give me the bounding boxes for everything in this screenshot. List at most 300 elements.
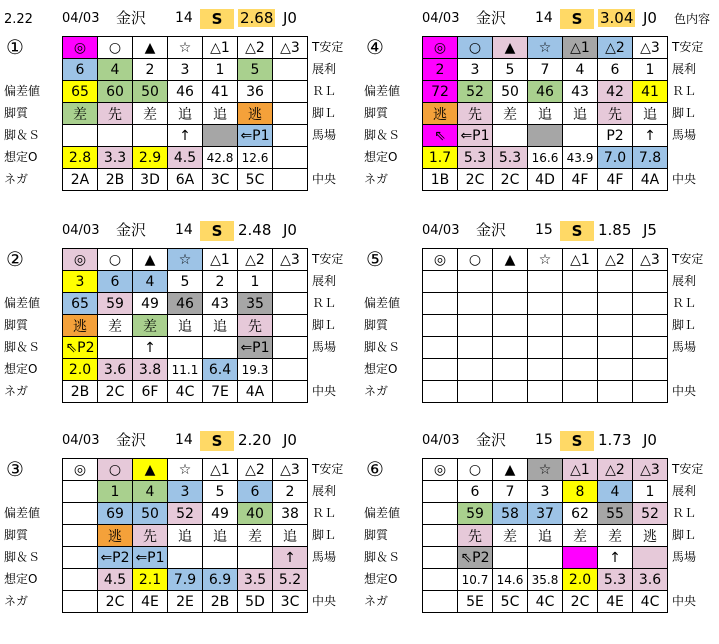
grid-cell: 3	[168, 59, 203, 81]
panel-count: 14	[535, 10, 553, 26]
grid-cell: 2C	[493, 169, 528, 191]
row-label-left: 脚質	[364, 106, 389, 120]
grid-cell: 2.0	[63, 359, 98, 381]
grid-cell: 2	[133, 59, 168, 81]
grid-cell: 6	[238, 481, 273, 503]
grid-cell: 50	[133, 503, 168, 525]
grid-cell: 50	[133, 81, 168, 103]
grid-cell: 先	[238, 315, 273, 337]
grid-cell: 2.8	[63, 147, 98, 169]
grid-cell: 3D	[133, 169, 168, 191]
grid-cell: 3C	[273, 591, 308, 613]
prediction-grid	[422, 458, 668, 613]
grid-cell: 35.8	[528, 569, 563, 591]
row-label-left: 想定O	[364, 362, 398, 376]
grid-cell: ☆	[168, 459, 203, 481]
grid-cell	[458, 359, 493, 381]
grid-cell	[203, 125, 238, 147]
grid-cell: ⇖P2	[63, 337, 98, 359]
grid-cell: 4E	[133, 591, 168, 613]
grid-cell: 4	[133, 271, 168, 293]
panel-count: 14	[175, 222, 193, 238]
row-label-left: 脚＆Ｓ	[364, 128, 401, 142]
grid-cell: 46	[168, 81, 203, 103]
grid-cell: 1	[633, 481, 668, 503]
grid-cell: △2	[238, 249, 273, 271]
race-number: ⑥	[366, 457, 384, 481]
grid-cell: 43	[563, 81, 598, 103]
grid-cell: △3	[273, 249, 308, 271]
row-label-right: 脚Ｌ	[312, 318, 337, 332]
row-label-right: T安定	[312, 252, 344, 266]
grid-cell: ◎	[63, 37, 98, 59]
panel-venue: 金沢	[116, 221, 147, 239]
grid-cell: 追	[563, 103, 598, 125]
grid-cell	[423, 359, 458, 381]
panel-value: 2.48	[238, 221, 272, 239]
grid-cell	[598, 271, 633, 293]
grid-cell: 72	[423, 81, 458, 103]
row-label-right: 脚Ｌ	[312, 528, 337, 542]
grid-cell: 4A	[238, 381, 273, 403]
grid-cell: P2	[598, 125, 633, 147]
race-number: ①	[6, 35, 24, 59]
grid-cell: ☆	[528, 459, 563, 481]
panel-value: 1.85	[598, 221, 632, 239]
row-label-left: 脚質	[4, 106, 29, 120]
row-label-left: 脚＆Ｓ	[364, 340, 401, 354]
grid-cell: 差	[563, 525, 598, 547]
grid-cell: 2	[203, 271, 238, 293]
grid-cell: ↑	[273, 547, 308, 569]
grid-cell: 2	[423, 59, 458, 81]
prediction-grid	[62, 458, 308, 613]
grid-cell	[273, 125, 308, 147]
grid-cell	[98, 125, 133, 147]
grid-cell	[458, 271, 493, 293]
prediction-grid	[62, 36, 308, 191]
grid-cell	[273, 337, 308, 359]
row-label-right: 展利	[312, 274, 337, 288]
row-label-left: ネガ	[4, 594, 29, 608]
row-label-left: 偏差値	[4, 296, 41, 310]
grid-cell	[493, 293, 528, 315]
grid-cell: 1B	[423, 169, 458, 191]
grid-cell: 4	[563, 59, 598, 81]
grid-cell: ↑	[133, 337, 168, 359]
row-label-left: 想定O	[4, 150, 38, 164]
grid-cell	[528, 125, 563, 147]
grid-cell: 5.3	[493, 147, 528, 169]
grid-cell: 差	[598, 525, 633, 547]
grid-cell	[273, 381, 308, 403]
grid-cell	[458, 337, 493, 359]
row-label-left: 想定O	[364, 150, 398, 164]
grid-cell	[423, 525, 458, 547]
grid-cell: ⇐P1	[238, 125, 273, 147]
grid-cell: 6A	[168, 169, 203, 191]
row-label-left: ネガ	[4, 384, 29, 398]
grid-cell: 52	[633, 503, 668, 525]
grid-cell: 追	[528, 103, 563, 125]
row-label-right: ＲＬ	[672, 506, 697, 520]
grid-cell	[493, 337, 528, 359]
grid-cell: △3	[633, 37, 668, 59]
grid-cell	[458, 381, 493, 403]
panel-venue: 金沢	[476, 221, 507, 239]
grid-cell: 差	[493, 103, 528, 125]
color-legend-label: 色内容	[674, 12, 711, 26]
grid-cell: 59	[458, 503, 493, 525]
grid-cell: 1	[98, 481, 133, 503]
prediction-grid	[422, 248, 668, 403]
grid-cell: 差	[133, 103, 168, 125]
row-label-right: 馬場	[672, 340, 697, 354]
grid-cell: 58	[493, 503, 528, 525]
grid-cell: 52	[168, 503, 203, 525]
grid-cell	[563, 315, 598, 337]
grid-cell: ⇖P2	[458, 547, 493, 569]
grid-cell: 逃	[63, 315, 98, 337]
grid-cell: 69	[98, 503, 133, 525]
grid-cell	[528, 547, 563, 569]
row-label-left: 偏差値	[364, 296, 401, 310]
grid-cell: ☆	[528, 249, 563, 271]
grid-cell: 3	[63, 271, 98, 293]
grid-cell: 40	[238, 503, 273, 525]
row-label-right: 展利	[312, 62, 337, 76]
row-label-left: 偏差値	[4, 506, 41, 520]
grid-cell: 4C	[168, 381, 203, 403]
grid-cell: 5C	[493, 591, 528, 613]
grid-cell: ○	[458, 249, 493, 271]
grid-cell: 6	[458, 481, 493, 503]
row-label-left: ネガ	[364, 172, 389, 186]
grid-cell	[493, 271, 528, 293]
grid-cell	[493, 359, 528, 381]
grid-cell: 37	[528, 503, 563, 525]
grid-cell: △2	[238, 459, 273, 481]
grid-cell	[423, 293, 458, 315]
grid-cell: 4F	[598, 169, 633, 191]
grid-cell	[273, 59, 308, 81]
grid-cell	[423, 381, 458, 403]
grid-cell: 2C	[98, 591, 133, 613]
row-label-right: 中央	[672, 384, 697, 398]
grid-cell: 55	[598, 503, 633, 525]
grid-cell: 先	[458, 525, 493, 547]
row-label-left: 脚質	[364, 528, 389, 542]
grid-cell	[423, 569, 458, 591]
grid-cell: ◎	[63, 249, 98, 271]
row-label-right: 中央	[312, 594, 337, 608]
grid-cell: 2.0	[563, 569, 598, 591]
grid-cell: 先	[133, 525, 168, 547]
grid-cell: 追	[273, 525, 308, 547]
row-label-right: ＲＬ	[312, 84, 337, 98]
grid-cell: 6	[598, 59, 633, 81]
grid-cell	[598, 381, 633, 403]
grid-cell: 4D	[528, 169, 563, 191]
row-label-right: ＲＬ	[312, 296, 337, 310]
grid-cell: 5	[238, 59, 273, 81]
grid-cell: ↑	[598, 547, 633, 569]
grid-cell: ▲	[133, 459, 168, 481]
panel-value: 3.04	[600, 9, 634, 27]
grid-cell: △3	[633, 459, 668, 481]
grid-cell	[63, 547, 98, 569]
grid-cell	[563, 359, 598, 381]
row-label-left: 脚質	[364, 318, 389, 332]
row-label-left: 脚＆Ｓ	[364, 550, 401, 564]
grid-cell	[633, 359, 668, 381]
grid-cell: 先	[458, 103, 493, 125]
panel-date: 04/03	[62, 433, 100, 448]
grid-cell	[273, 147, 308, 169]
grid-cell: 2.9	[133, 147, 168, 169]
grid-cell	[563, 271, 598, 293]
grid-cell: 2E	[168, 591, 203, 613]
grid-cell: △2	[598, 249, 633, 271]
grid-cell: 4	[598, 481, 633, 503]
panel-value: 2.20	[238, 431, 272, 449]
panel-count: 15	[535, 222, 553, 238]
grid-cell	[528, 293, 563, 315]
grid-cell	[273, 271, 308, 293]
grid-cell	[63, 569, 98, 591]
grid-cell	[633, 381, 668, 403]
grid-cell	[203, 547, 238, 569]
grid-cell: 差	[493, 525, 528, 547]
grid-cell: 11.1	[168, 359, 203, 381]
grid-cell: 43.9	[563, 147, 598, 169]
grid-cell: 追	[203, 103, 238, 125]
grid-cell: 42	[598, 81, 633, 103]
grid-cell	[563, 293, 598, 315]
panel-date: 04/03	[422, 223, 460, 238]
grid-cell: 4C	[633, 591, 668, 613]
grid-cell: △1	[203, 249, 238, 271]
panel-count: 14	[175, 10, 193, 26]
row-label-left: 想定O	[4, 572, 38, 586]
grid-cell: 12.6	[238, 147, 273, 169]
panel-s-badge: S	[560, 221, 594, 241]
panel-venue: 金沢	[476, 431, 507, 449]
grid-cell: ▲	[493, 459, 528, 481]
grid-cell: 2.1	[133, 569, 168, 591]
grid-cell	[633, 337, 668, 359]
panel-value: 1.73	[598, 431, 632, 449]
grid-cell: 38	[273, 503, 308, 525]
grid-cell: 4	[98, 59, 133, 81]
panel-j: J0	[643, 431, 657, 449]
grid-cell	[493, 315, 528, 337]
grid-cell: 差	[98, 315, 133, 337]
row-label-right: 脚Ｌ	[312, 106, 337, 120]
grid-cell	[493, 125, 528, 147]
grid-cell	[563, 381, 598, 403]
grid-cell	[493, 547, 528, 569]
grid-cell: 3.3	[98, 147, 133, 169]
grid-cell	[528, 337, 563, 359]
row-label-left: 脚＆Ｓ	[4, 128, 41, 142]
row-label-right: ＲＬ	[672, 296, 697, 310]
grid-cell: 3.8	[133, 359, 168, 381]
row-label-right: ＲＬ	[672, 84, 697, 98]
grid-cell: 逃	[633, 525, 668, 547]
prediction-grid	[422, 36, 668, 191]
row-label-right: 脚Ｌ	[672, 106, 697, 120]
row-label-right: T安定	[312, 462, 344, 476]
grid-cell: ▲	[133, 249, 168, 271]
grid-cell: 7	[493, 481, 528, 503]
grid-cell: 4.5	[168, 147, 203, 169]
row-label-right: T安定	[672, 252, 704, 266]
grid-cell	[423, 503, 458, 525]
grid-cell: ▲	[133, 37, 168, 59]
row-label-left: 偏差値	[364, 506, 401, 520]
row-label-left: ネガ	[4, 172, 29, 186]
grid-cell: 5D	[238, 591, 273, 613]
grid-cell: 6F	[133, 381, 168, 403]
panel-j: J0	[643, 9, 657, 27]
grid-cell: 6.9	[203, 569, 238, 591]
grid-cell: 2A	[63, 169, 98, 191]
grid-cell: 36	[238, 81, 273, 103]
row-label-right: 馬場	[312, 340, 337, 354]
grid-cell: 1	[203, 59, 238, 81]
grid-cell: 52	[458, 81, 493, 103]
grid-cell	[423, 591, 458, 613]
grid-cell: ○	[458, 459, 493, 481]
grid-cell: 2B	[203, 591, 238, 613]
grid-cell	[563, 337, 598, 359]
grid-cell: 4.5	[98, 569, 133, 591]
grid-cell: 10.7	[458, 569, 493, 591]
row-label-left: 想定O	[4, 362, 38, 376]
grid-cell: ☆	[168, 249, 203, 271]
grid-cell	[273, 293, 308, 315]
row-label-left: 脚＆Ｓ	[4, 340, 41, 354]
grid-cell	[273, 315, 308, 337]
grid-cell: 49	[133, 293, 168, 315]
grid-cell: 1	[238, 271, 273, 293]
grid-cell: ◎	[423, 459, 458, 481]
grid-cell: 6	[63, 59, 98, 81]
grid-cell: 5C	[238, 169, 273, 191]
grid-cell: ⇐P1	[133, 547, 168, 569]
grid-cell: △3	[273, 37, 308, 59]
grid-cell: 追	[168, 103, 203, 125]
grid-cell: 41	[633, 81, 668, 103]
row-label-right: 馬場	[672, 550, 697, 564]
grid-cell: 7.9	[168, 569, 203, 591]
grid-cell	[458, 293, 493, 315]
grid-cell: 2	[273, 481, 308, 503]
grid-cell: 59	[98, 293, 133, 315]
grid-cell: 5.3	[598, 569, 633, 591]
row-label-right: 展利	[672, 274, 697, 288]
grid-cell: 3	[528, 481, 563, 503]
grid-cell: 5	[168, 271, 203, 293]
grid-cell: ↑	[633, 125, 668, 147]
panel-venue: 金沢	[476, 9, 507, 27]
grid-cell: ▲	[493, 249, 528, 271]
grid-cell	[273, 169, 308, 191]
row-label-right: 馬場	[672, 128, 697, 142]
grid-cell: 差	[238, 525, 273, 547]
grid-cell: 追	[528, 525, 563, 547]
grid-cell: 7	[528, 59, 563, 81]
grid-cell: △2	[238, 37, 273, 59]
grid-cell: 差	[133, 315, 168, 337]
grid-cell: 14.6	[493, 569, 528, 591]
grid-cell: 5	[203, 481, 238, 503]
panel-s-badge: S	[200, 221, 234, 241]
grid-cell: 逃	[238, 103, 273, 125]
row-label-right: T安定	[312, 40, 344, 54]
grid-cell	[423, 271, 458, 293]
grid-cell	[133, 125, 168, 147]
grid-cell	[423, 547, 458, 569]
grid-cell: 2C	[98, 381, 133, 403]
grid-cell	[598, 315, 633, 337]
grid-cell	[528, 271, 563, 293]
grid-cell: 2C	[563, 591, 598, 613]
grid-cell: ⇐P1	[458, 125, 493, 147]
row-label-left: ネガ	[364, 384, 389, 398]
panel-count: 15	[535, 432, 553, 448]
row-label-right: 馬場	[312, 550, 337, 564]
grid-cell	[528, 359, 563, 381]
grid-cell	[458, 315, 493, 337]
grid-cell: 3	[458, 59, 493, 81]
grid-cell: △3	[633, 249, 668, 271]
panel-count: 14	[175, 432, 193, 448]
row-label-left: 偏差値	[364, 84, 401, 98]
grid-cell: ○	[98, 249, 133, 271]
panel-s-badge: S	[560, 9, 594, 29]
row-label-right: 中央	[672, 594, 697, 608]
grid-cell: 2B	[63, 381, 98, 403]
grid-cell: ☆	[168, 37, 203, 59]
grid-cell	[528, 315, 563, 337]
grid-cell: 追	[168, 525, 203, 547]
grid-cell: 差	[63, 103, 98, 125]
race-number: ⑤	[366, 247, 384, 271]
row-label-right: 展利	[312, 484, 337, 498]
grid-cell: 7.0	[598, 147, 633, 169]
grid-cell: 62	[563, 503, 598, 525]
row-label-left: 偏差値	[4, 84, 41, 98]
grid-cell: 3.5	[238, 569, 273, 591]
race-number: ④	[366, 35, 384, 59]
grid-cell: 16.6	[528, 147, 563, 169]
panel-date: 04/03	[62, 11, 100, 26]
grid-cell: ⇐P2	[98, 547, 133, 569]
grid-cell	[493, 381, 528, 403]
grid-cell: 5E	[458, 591, 493, 613]
grid-cell: 先	[98, 103, 133, 125]
grid-cell: △1	[203, 37, 238, 59]
row-label-left: 想定O	[364, 572, 398, 586]
grid-cell	[238, 547, 273, 569]
panel-j: J0	[283, 431, 297, 449]
row-label-left: 脚質	[4, 318, 29, 332]
grid-cell: △3	[273, 459, 308, 481]
panel-date: 04/03	[422, 11, 460, 26]
grid-cell: 3.6	[633, 569, 668, 591]
